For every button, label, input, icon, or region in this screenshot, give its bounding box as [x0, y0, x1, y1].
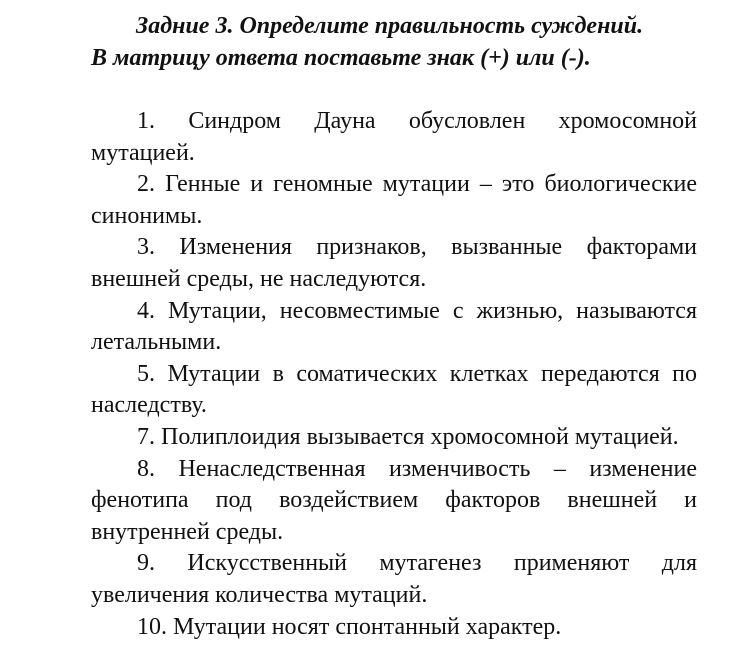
statement-text: Полиплоидия вызывается хромосомной мутацией.	[161, 423, 679, 450]
statement-item	[91, 548, 697, 611]
statement-item	[91, 296, 697, 359]
statement-text: Мутации, несовместимые с жизнью, называются летальными.	[91, 297, 698, 356]
statement-number: 1.	[137, 108, 155, 134]
statement-number: 5.	[137, 360, 155, 387]
statement-text: Изменения признаков, вызванные факторами внешней среды, не наследуются.	[91, 234, 697, 292]
statement-list	[91, 106, 697, 643]
statement-text: Ненаследственная изменчивость – изменение фенотипа под воздействием факторов внешней и внутренней среды.	[91, 455, 697, 545]
statement-number: 10.	[137, 613, 167, 640]
task-title-line-2: В матрицу ответа поставьте знак (+) или (-).	[91, 45, 591, 71]
statement-number: 2.	[137, 171, 155, 198]
statement-item	[91, 169, 697, 232]
statement-number: 8.	[137, 455, 155, 482]
statement-item	[91, 422, 697, 454]
statement-number: 9.	[137, 550, 155, 577]
statement-item	[91, 106, 697, 169]
statement-item	[91, 612, 697, 644]
statement-text: Мутации носят спонтанный характер.	[173, 613, 562, 640]
statement-number: 3.	[137, 234, 155, 261]
document-page	[91, 10, 697, 643]
statement-number: 7.	[137, 423, 155, 450]
statement-number: 4.	[137, 297, 155, 324]
statement-text: Синдром Дауна обусловлен хромосомной мутацией.	[91, 108, 697, 166]
task-title-line-1: Задние 3. Определите правильность суждений.	[136, 13, 644, 39]
statement-item	[91, 232, 697, 295]
statement-text: Генные и геномные мутации – это биологические синонимы.	[91, 171, 698, 229]
statement-item	[91, 454, 697, 549]
statement-item	[91, 359, 697, 422]
statement-text: Мутации в соматических клетках передаются по наследству.	[91, 360, 698, 419]
statement-text: Искусственный мутагенез применяют для увеличения количества мутаций.	[91, 550, 698, 608]
task-heading	[91, 10, 697, 74]
